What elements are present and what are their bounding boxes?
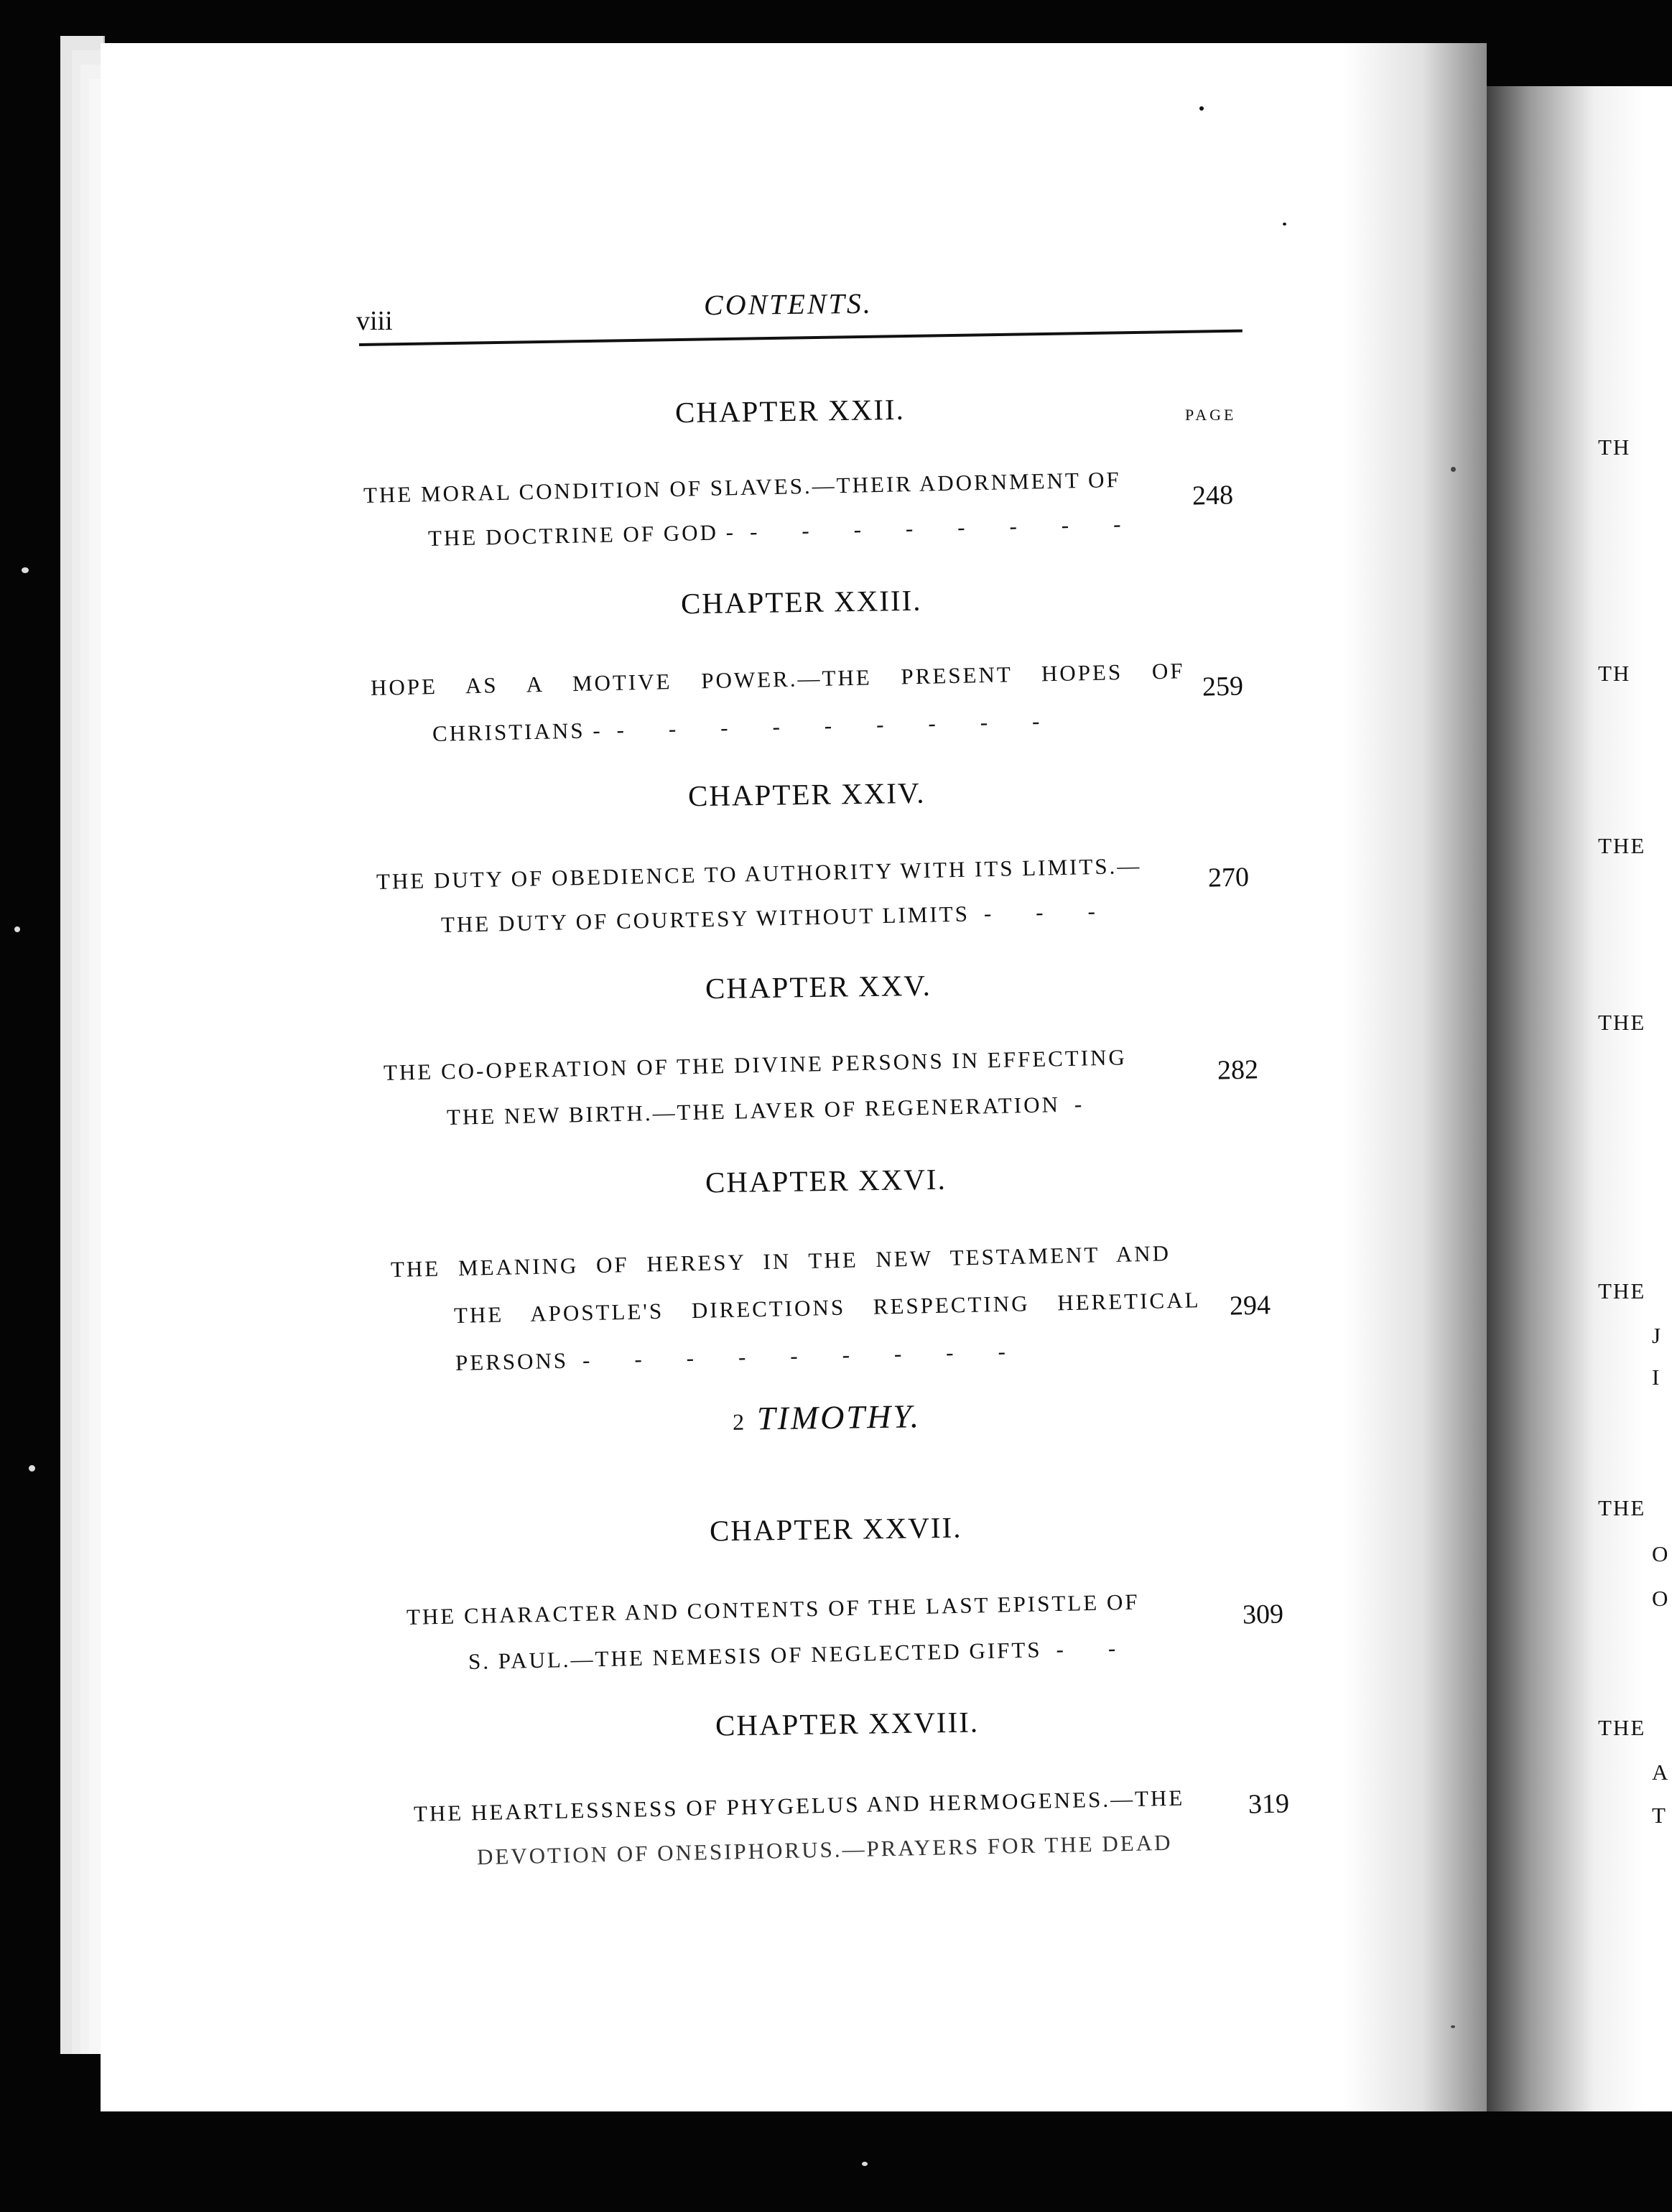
chapter-heading: CHAPTER XXVIII. <box>715 1705 980 1742</box>
running-head: CONTENTS. <box>703 287 873 322</box>
facing-page <box>1487 86 1672 2111</box>
entry-line: THE MEANING OF HERESY IN THE NEW TESTAMENT AND <box>390 1240 1171 1282</box>
entry-text: THE DOCTRINE OF GOD - <box>427 519 736 551</box>
scan-speck <box>14 926 20 932</box>
leader-dashes: - <box>1074 1090 1127 1117</box>
entry-line: THE CO-OPERATION OF THE DIVINE PERSONS IN EFFECTING <box>383 1044 1128 1085</box>
facing-page-text: THE <box>1598 1495 1646 1520</box>
entry-line <box>432 707 1085 747</box>
entry-text: PERSONS <box>455 1347 569 1375</box>
facing-page-text: I <box>1652 1365 1660 1390</box>
facing-page-text: THE <box>1598 833 1646 858</box>
entry-line <box>447 1090 1127 1130</box>
entry-text: S. PAUL.—THE NEMESIS OF NEGLECTED GIFTS <box>468 1637 1042 1674</box>
chapter-heading: CHAPTER XXVII. <box>709 1510 962 1548</box>
page-reference: 270 <box>1207 862 1250 893</box>
chapter-heading: CHAPTER XXIV. <box>687 776 926 813</box>
page-reference: 282 <box>1217 1054 1259 1086</box>
page-reference: 319 <box>1248 1788 1290 1820</box>
scan-speck <box>862 2162 868 2166</box>
header-rule <box>359 330 1243 346</box>
entry-line: THE CHARACTER AND CONTENTS OF THE LAST EPISTLE OF <box>406 1589 1140 1630</box>
scan-speck <box>29 1465 35 1472</box>
facing-page-text: TH <box>1598 434 1631 460</box>
section-number: 2 <box>732 1408 745 1435</box>
facing-page-text: THE <box>1598 1010 1646 1035</box>
entry-line: HOPE AS A MOTIVE POWER.—THE PRESENT HOPES OF <box>370 658 1185 700</box>
entry-text: THE NEW BIRTH.—THE LAVER OF REGENERATION <box>446 1092 1061 1130</box>
gutter-shadow <box>1343 43 1487 2111</box>
facing-page-text: O <box>1652 1541 1668 1566</box>
facing-page-text: THE <box>1598 1715 1646 1740</box>
facing-page-text: O <box>1652 1586 1668 1611</box>
chapter-heading: CHAPTER XXIII. <box>680 583 922 621</box>
chapter-heading: CHAPTER XXVI. <box>705 1162 947 1199</box>
entry-line: THE MORAL CONDITION OF SLAVES.—THEIR ADORNMENT OF <box>363 466 1122 508</box>
scan-speck <box>1199 106 1204 111</box>
page-reference: 294 <box>1229 1290 1271 1321</box>
facing-page-text: J <box>1652 1323 1661 1348</box>
entry-text: CHRISTIANS - <box>432 717 603 746</box>
page-number: viii <box>356 306 393 336</box>
entry-line: DEVOTION OF ONESIPHORUS.—PRAYERS FOR THE DEAD <box>476 1829 1173 1869</box>
entry-line <box>455 1338 1051 1376</box>
leader-dashes: -- <box>1056 1634 1161 1662</box>
leader-dashes: --------- <box>616 707 1085 743</box>
facing-page-text: THE <box>1598 1278 1646 1304</box>
leader-dashes: --------- <box>582 1337 1051 1373</box>
chapter-heading: CHAPTER XXII. <box>674 392 906 429</box>
scan-speck <box>22 567 29 573</box>
page-reference: 309 <box>1242 1599 1284 1630</box>
entry-line <box>441 898 1141 938</box>
scan-speck <box>1283 223 1286 226</box>
entry-line: THE APOSTLE'S DIRECTIONS RESPECTING HERETICAL <box>453 1287 1201 1328</box>
leader-dashes: --- <box>983 897 1141 926</box>
contents-page <box>101 43 1487 2111</box>
page-column-label: PAGE <box>1185 406 1237 424</box>
chapter-heading: CHAPTER XXV. <box>705 968 932 1005</box>
leader-dashes: -------- <box>749 510 1166 544</box>
entry-line <box>428 511 1166 552</box>
entry-line <box>468 1635 1161 1675</box>
entry-line: THE HEARTLESSNESS OF PHYGELUS AND HERMOGENES.—THE <box>413 1785 1185 1826</box>
facing-page-text: T <box>1652 1803 1666 1828</box>
facing-page-text: A <box>1652 1760 1668 1785</box>
entry-line: THE DUTY OF OBEDIENCE TO AUTHORITY WITH ITS LIMITS.— <box>376 852 1142 894</box>
section-name: TIMOTHY. <box>756 1398 921 1437</box>
entry-text: THE DUTY OF COURTESY WITHOUT LIMITS <box>440 901 970 937</box>
facing-page-text: TH <box>1598 661 1631 686</box>
page-reference: 248 <box>1192 480 1234 511</box>
section-title <box>733 1397 921 1438</box>
page-reference: 259 <box>1202 671 1244 702</box>
